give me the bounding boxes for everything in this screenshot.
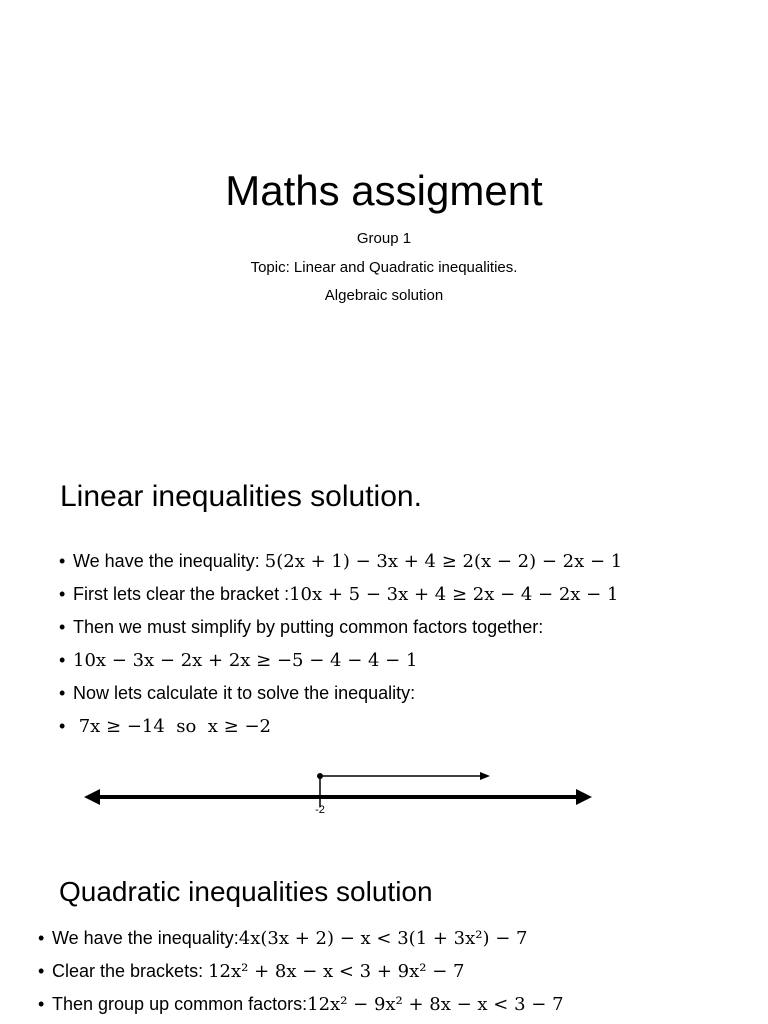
assignment-title: Maths assigment bbox=[225, 167, 543, 214]
linear-bullet: • First lets clear the bracket :10x + 5 − 3x + 4 ≥ 2x − 4 − 2x − 1 bbox=[73, 578, 622, 611]
quadratic-bullet: • We have the inequality:4x(3x + 2) − x < 3(1 + 3x²) − 7 bbox=[52, 922, 564, 955]
linear-section-title: Linear inequalities solution. bbox=[60, 480, 422, 513]
linear-bullet: • 7x ≥ −14 so x ≥ −2 bbox=[73, 710, 622, 743]
linear-bullet: • Now lets calculate it to solve the inequality: bbox=[73, 677, 622, 710]
number-line-point-label: -2 bbox=[315, 804, 325, 816]
number-line bbox=[80, 765, 600, 820]
method-label: Algebraic solution bbox=[324, 287, 444, 304]
quadratic-bullet-list bbox=[52, 922, 564, 1021]
quadratic-bullet: • Then group up common factors:12x² − 9x² + 8x − x < 3 − 7 bbox=[52, 988, 564, 1021]
linear-bullet: • We have the inequality: 5(2x + 1) − 3x + 4 ≥ 2(x − 2) − 2x − 1 bbox=[73, 545, 622, 578]
group-label: Group 1 bbox=[356, 230, 412, 247]
number-line-right-arrow bbox=[576, 789, 592, 805]
solution-ray-arrow bbox=[480, 772, 490, 780]
linear-bullet: • Then we must simplify by putting common factors together: bbox=[73, 611, 622, 644]
topic-label: Topic: Linear and Quadratic inequalities. bbox=[250, 259, 518, 276]
quadratic-section-title: Quadratic inequalities solution bbox=[59, 876, 433, 907]
linear-bullet-list bbox=[73, 545, 622, 743]
quadratic-bullet: • Clear the brackets: 12x² + 8x − x < 3 + 9x² − 7 bbox=[52, 955, 564, 988]
linear-bullet: • 10x − 3x − 2x + 2x ≥ −5 − 4 − 4 − 1 bbox=[73, 644, 622, 677]
number-line-left-arrow bbox=[84, 789, 100, 805]
